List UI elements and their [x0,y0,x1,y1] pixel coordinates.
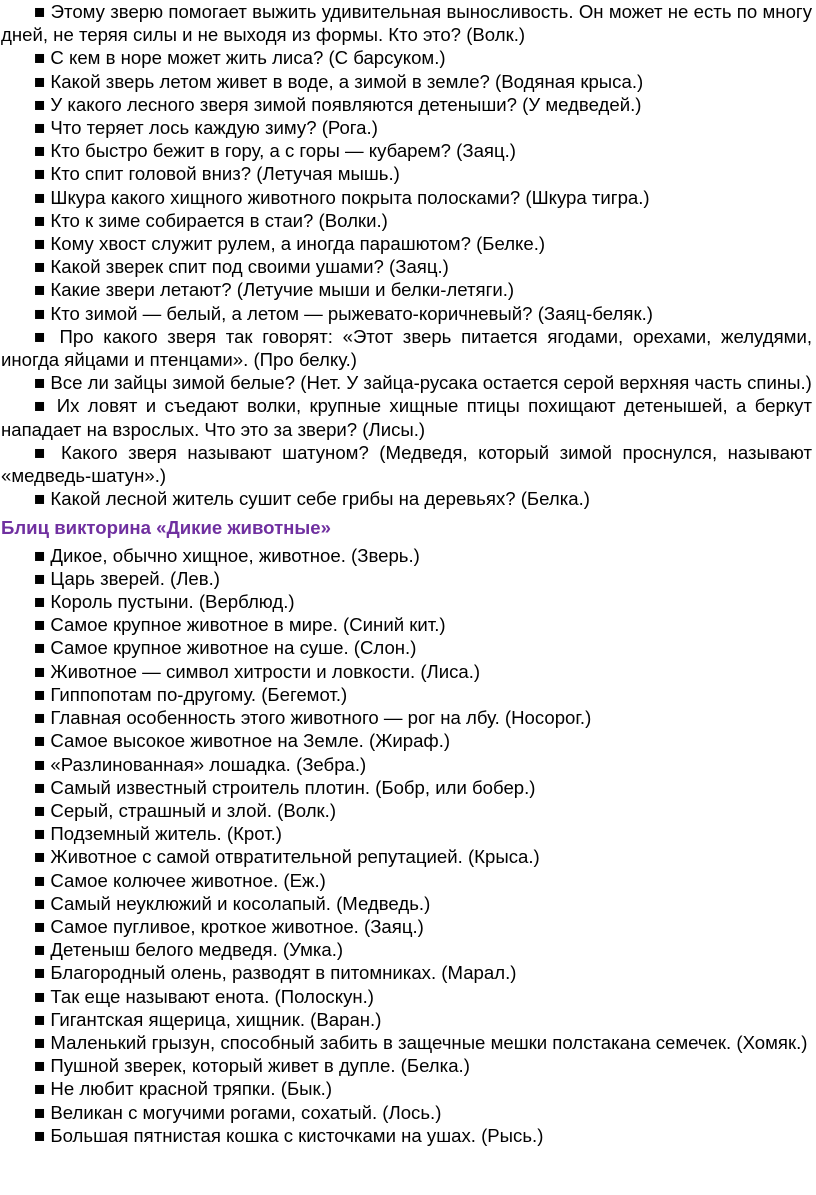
quiz-item: ■ Какие звери летают? (Летучие мыши и белки-летяги.) [34,279,515,301]
quiz-item: ■ Что теряет лось каждую зиму? (Рога.) [34,117,378,139]
quiz-item: ■ С кем в норе может жить лиса? (С барсуком.) [34,47,446,69]
blitz-item: ■ «Разлинованная» лошадка. (Зебра.) [34,753,367,775]
section-heading: Блиц викторина «Дикие животные» [1,517,331,539]
blitz-item: ■ Благородный олень, разводят в питомниках. (Марал.) [34,962,517,984]
quiz-item: ■ Кто быстро бежит в гору, а с горы — кубарем? (Заяц.) [34,140,516,162]
blitz-item: ■ Самое крупное животное в мире. (Синий кит.) [34,614,446,636]
quiz-item: ■ Их ловят и съедают волки, крупные хищные птицы похищают детенышей, а беркут нападает на взрослых. Что это за звери? (Лисы.) [1,395,812,440]
quiz-item: ■ Какой зверь летом живет в воде, а зимой в земле? (Водяная крыса.) [34,70,644,92]
quiz-item: ■ Про какого зверя так говорят: «Этот зверь питается ягодами, орехами, желудями, иногда яйцами и птенцами». (Про белку.) [1,325,812,371]
quiz-item: ■ Какого зверя называют шатуном? (Медведя, который зимой проснулся, называют «медведь-шатун».) [1,441,812,487]
blitz-item: ■ Самое пугливое, кроткое животное. (Заяц.) [34,915,424,937]
blitz-item: ■ Дикое, обычно хищное, животное. (Зверь.) [34,544,420,566]
blitz-item: ■ Пушной зверек, который живет в дупле. (Белка.) [34,1055,470,1077]
blitz-item: ■ Подземный житель. (Крот.) [34,823,283,845]
quiz-item: ■ Кому хвост служит рулем, а иногда парашютом? (Белке.) [34,233,546,255]
blitz-item: ■ Серый, страшный и злой. (Волк.) [34,799,337,821]
blitz-item: ■ Самое крупное животное на суше. (Слон.) [34,637,417,659]
quiz-item: ■ Этому зверю помогает выжить удивительная выносливость. Он может не есть по многу дней, не теряя силы и не выходя из формы. Кто это? (Волк.) [1,1,812,46]
blitz-item: ■ Большая пятнистая кошка с кисточками на ушах. (Рысь.) [34,1124,544,1146]
blitz-item: ■ Царь зверей. (Лев.) [34,567,221,589]
blitz-item: ■ Главная особенность этого животного — рог на лбу. (Носорог.) [34,707,592,729]
quiz-questions-section [1,0,812,510]
quiz-item: ■ Кто к зиме собирается в стаи? (Волки.) [34,209,388,231]
blitz-item: ■ Самое высокое животное на Земле. (Жираф.) [34,730,451,752]
blitz-item: ■ Великан с могучими рогами, сохатый. (Лось.) [34,1101,442,1123]
quiz-item: ■ Кто зимой — белый, а летом — рыжевато-коричневый? (Заяц-беляк.) [34,302,653,324]
blitz-item: ■ Детеныш белого медведя. (Умка.) [34,939,344,961]
quiz-item: ■ У какого лесного зверя зимой появляются детеныши? (У медведей.) [34,93,642,115]
blitz-item: ■ Животное — символ хитрости и ловкости. (Лиса.) [34,660,481,682]
blitz-item: ■ Маленький грызун, способный забить в защечные мешки полстакана семечек. (Хомяк.) [34,1031,808,1053]
quiz-item: ■ Кто спит головой вниз? (Летучая мышь.) [34,163,400,185]
quiz-item: ■ Какой лесной житель сушит себе грибы на деревьях? (Белка.) [34,488,590,510]
blitz-item: ■ Гигантская ящерица, хищник. (Варан.) [34,1008,382,1030]
blitz-item: ■ Животное с самой отвратительной репутацией. (Крыса.) [34,846,540,868]
blitz-item: ■ Гиппопотам по-другому. (Бегемот.) [34,683,348,705]
blitz-item: ■ Самый неуклюжий и косолапый. (Медведь.) [34,892,431,914]
quiz-item: ■ Шкура какого хищного животного покрыта полосками? (Шкура тигра.) [34,186,650,208]
blitz-quiz-section [1,544,812,1147]
blitz-item: ■ Самый известный строитель плотин. (Бобр, или бобер.) [34,776,536,798]
quiz-item: ■ Все ли зайцы зимой белые? (Нет. У зайца-русака остается серой верхняя часть спины.) [34,372,812,394]
blitz-item: ■ Самое колючее животное. (Еж.) [34,869,326,891]
blitz-item: ■ Не любит красной тряпки. (Бык.) [34,1078,333,1100]
blitz-item: ■ Так еще называют енота. (Полоскун.) [34,985,374,1007]
blitz-item: ■ Король пустыни. (Верблюд.) [34,591,295,613]
quiz-item: ■ Какой зверек спит под своими ушами? (Заяц.) [34,256,449,278]
